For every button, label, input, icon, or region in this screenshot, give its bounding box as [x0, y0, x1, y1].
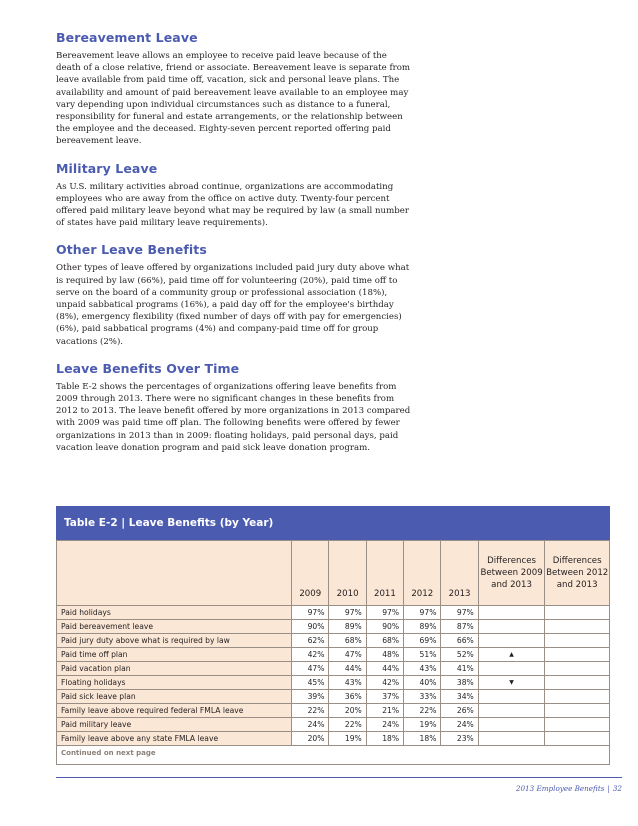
row-label: Paid sick leave plan: [57, 690, 292, 704]
cell-2009: 62%: [292, 634, 329, 648]
table-row: [57, 718, 610, 732]
cell-2011: 18%: [366, 732, 403, 746]
cell-2012: 33%: [404, 690, 441, 704]
cell-2010: 22%: [329, 718, 366, 732]
table-row: [57, 620, 610, 634]
cell-2012: 51%: [404, 648, 441, 662]
row-label: Family leave above any state FMLA leave: [57, 732, 292, 746]
table-header-row: [57, 541, 610, 606]
cell-2013: 66%: [441, 634, 478, 648]
diff-cell: [478, 690, 545, 704]
footer-title: 2013 Employee Benefits: [515, 784, 605, 793]
diff-cell: [478, 606, 545, 620]
page-footer: [516, 784, 622, 793]
cell-2013: 41%: [441, 662, 478, 676]
cell-2010: 43%: [329, 676, 366, 690]
cell-2012: 69%: [404, 634, 441, 648]
cell-2011: 68%: [366, 634, 403, 648]
cell-2009: 45%: [292, 676, 329, 690]
cell-2013: 23%: [441, 732, 478, 746]
increase-arrow-icon: ▲: [478, 648, 545, 662]
cell-2012: 89%: [404, 620, 441, 634]
footer-rule: [56, 777, 622, 778]
cell-2013: 38%: [441, 676, 478, 690]
diff-cell: [545, 718, 610, 732]
table-row: [57, 676, 610, 690]
diff-cell: [545, 676, 610, 690]
cell-2011: 44%: [366, 662, 403, 676]
cell-2009: 97%: [292, 606, 329, 620]
cell-2010: 20%: [329, 704, 366, 718]
cell-2012: 22%: [404, 704, 441, 718]
diff-cell: [545, 634, 610, 648]
header-year: 2013: [441, 541, 478, 606]
cell-2010: 47%: [329, 648, 366, 662]
table-row: [57, 662, 610, 676]
diff-cell: [545, 690, 610, 704]
cell-2011: 48%: [366, 648, 403, 662]
diff-cell: [545, 648, 610, 662]
cell-2009: 39%: [292, 690, 329, 704]
cell-2009: 90%: [292, 620, 329, 634]
cell-2013: 34%: [441, 690, 478, 704]
header-diff-2012-2013: Differences Between 2012 and 2013: [545, 541, 610, 606]
cell-2013: 24%: [441, 718, 478, 732]
cell-2009: 47%: [292, 662, 329, 676]
table-title: Table E-2 | Leave Benefits (by Year): [56, 506, 610, 540]
cell-2010: 68%: [329, 634, 366, 648]
cell-2012: 19%: [404, 718, 441, 732]
data-table: [56, 540, 610, 746]
cell-2012: 43%: [404, 662, 441, 676]
header-year: 2012: [404, 541, 441, 606]
header-blank: [57, 541, 292, 606]
table-row: [57, 634, 610, 648]
table-row: [57, 704, 610, 718]
cell-2013: 87%: [441, 620, 478, 634]
section-heading: Other Leave Benefits: [56, 242, 207, 258]
decrease-arrow-icon: ▼: [478, 676, 545, 690]
cell-2011: 90%: [366, 620, 403, 634]
row-label: Floating holidays: [57, 676, 292, 690]
diff-cell: [545, 662, 610, 676]
table-row: [57, 690, 610, 704]
row-label: Paid bereavement leave: [57, 620, 292, 634]
cell-2009: 22%: [292, 704, 329, 718]
header-year: 2009: [292, 541, 329, 606]
cell-2013: 52%: [441, 648, 478, 662]
section-leave-over-time: [56, 361, 616, 454]
diff-cell: [478, 718, 545, 732]
header-year: 2011: [366, 541, 403, 606]
cell-2010: 89%: [329, 620, 366, 634]
row-label: Paid military leave: [57, 718, 292, 732]
cell-2010: 36%: [329, 690, 366, 704]
table-row: [57, 732, 610, 746]
diff-cell: [545, 620, 610, 634]
row-label: Family leave above required federal FMLA leave: [57, 704, 292, 718]
footer-separator: |: [607, 784, 610, 793]
section-other-leave: [56, 242, 616, 347]
cell-2009: 24%: [292, 718, 329, 732]
cell-2012: 18%: [404, 732, 441, 746]
cell-2011: 42%: [366, 676, 403, 690]
diff-cell: [545, 606, 610, 620]
cell-2010: 19%: [329, 732, 366, 746]
cell-2009: 42%: [292, 648, 329, 662]
row-label: Paid holidays: [57, 606, 292, 620]
header-diff-2009-2013: Differences Between 2009 and 2013: [478, 541, 545, 606]
diff-cell: [478, 704, 545, 718]
header-year: 2010: [329, 541, 366, 606]
cell-2013: 97%: [441, 606, 478, 620]
leave-benefits-table: [56, 506, 610, 765]
diff-cell: [545, 704, 610, 718]
row-label: Paid jury duty above what is required by law: [57, 634, 292, 648]
section-body: As U.S. military activities abroad continue, organizations are accommodating employees who are away from the office on active duty. Twenty-four percent offered paid military leave beyond what may be required by law (a small number of states have paid military leave requirements).: [56, 181, 409, 229]
cell-2011: 97%: [366, 606, 403, 620]
row-label: Paid time off plan: [57, 648, 292, 662]
page-number: 32: [612, 784, 622, 793]
cell-2010: 97%: [329, 606, 366, 620]
table-row: [57, 606, 610, 620]
diff-cell: [478, 634, 545, 648]
section-body: Table E-2 shows the percentages of organizations offering leave benefits from 2009 through 2013. There were no significant changes in these benefits from 2012 to 2013. The leave benefit offered by more organizations in 2013 compared with 2009 was paid time off plan. The following benefits were offered by fewer organizations in 2013 than in 2009: floating holidays, paid personal days, paid vacation leave donation program and paid sick leave donation program.: [56, 381, 411, 453]
diff-cell: [478, 662, 545, 676]
cell-2013: 26%: [441, 704, 478, 718]
continued-note: Continued on next page: [56, 746, 610, 765]
section-heading: Bereavement Leave: [56, 30, 198, 45]
section-bereavement: [56, 30, 616, 148]
table-row: [57, 648, 610, 662]
cell-2012: 97%: [404, 606, 441, 620]
row-label: Paid vacation plan: [57, 662, 292, 676]
section-body: Bereavement leave allows an employee to receive paid leave because of the death of a close relative, friend or associate. Bereavement leave is separate from leave available from paid time off, vacation, sick and personal leave plans. The availability and amount of paid bereavement leave available to an employee may vary depending upon individual circumstances such as distance to a funeral, responsibility for funeral and estate arrangements, or the relationship between the employee and the deceased. Eighty-seven percent reported offering paid bereavement leave.: [56, 51, 411, 147]
section-heading: Military Leave: [56, 160, 158, 176]
cell-2011: 24%: [366, 718, 403, 732]
diff-cell: [478, 620, 545, 634]
cell-2012: 40%: [404, 676, 441, 690]
section-military: [56, 161, 616, 230]
cell-2011: 37%: [366, 690, 403, 704]
cell-2010: 44%: [329, 662, 366, 676]
diff-cell: [545, 732, 610, 746]
section-heading: Leave Benefits Over Time: [56, 360, 240, 376]
section-body: Other types of leave offered by organizations included paid jury duty above what is required by law (66%), paid time off for volunteering (20%), paid time off to serve on the board of a community group or professional association (18%), unpaid sabbatical programs (16%), a paid day off for the employee's birthday (8%), emergency flexibility (fixed number of days off with pay for emergencies) (6%), paid sabbatical programs (4%) and company-paid time off for group vacations (2%).: [56, 263, 410, 347]
cell-2009: 20%: [292, 732, 329, 746]
cell-2011: 21%: [366, 704, 403, 718]
text-column: [56, 30, 616, 467]
diff-cell: [478, 732, 545, 746]
